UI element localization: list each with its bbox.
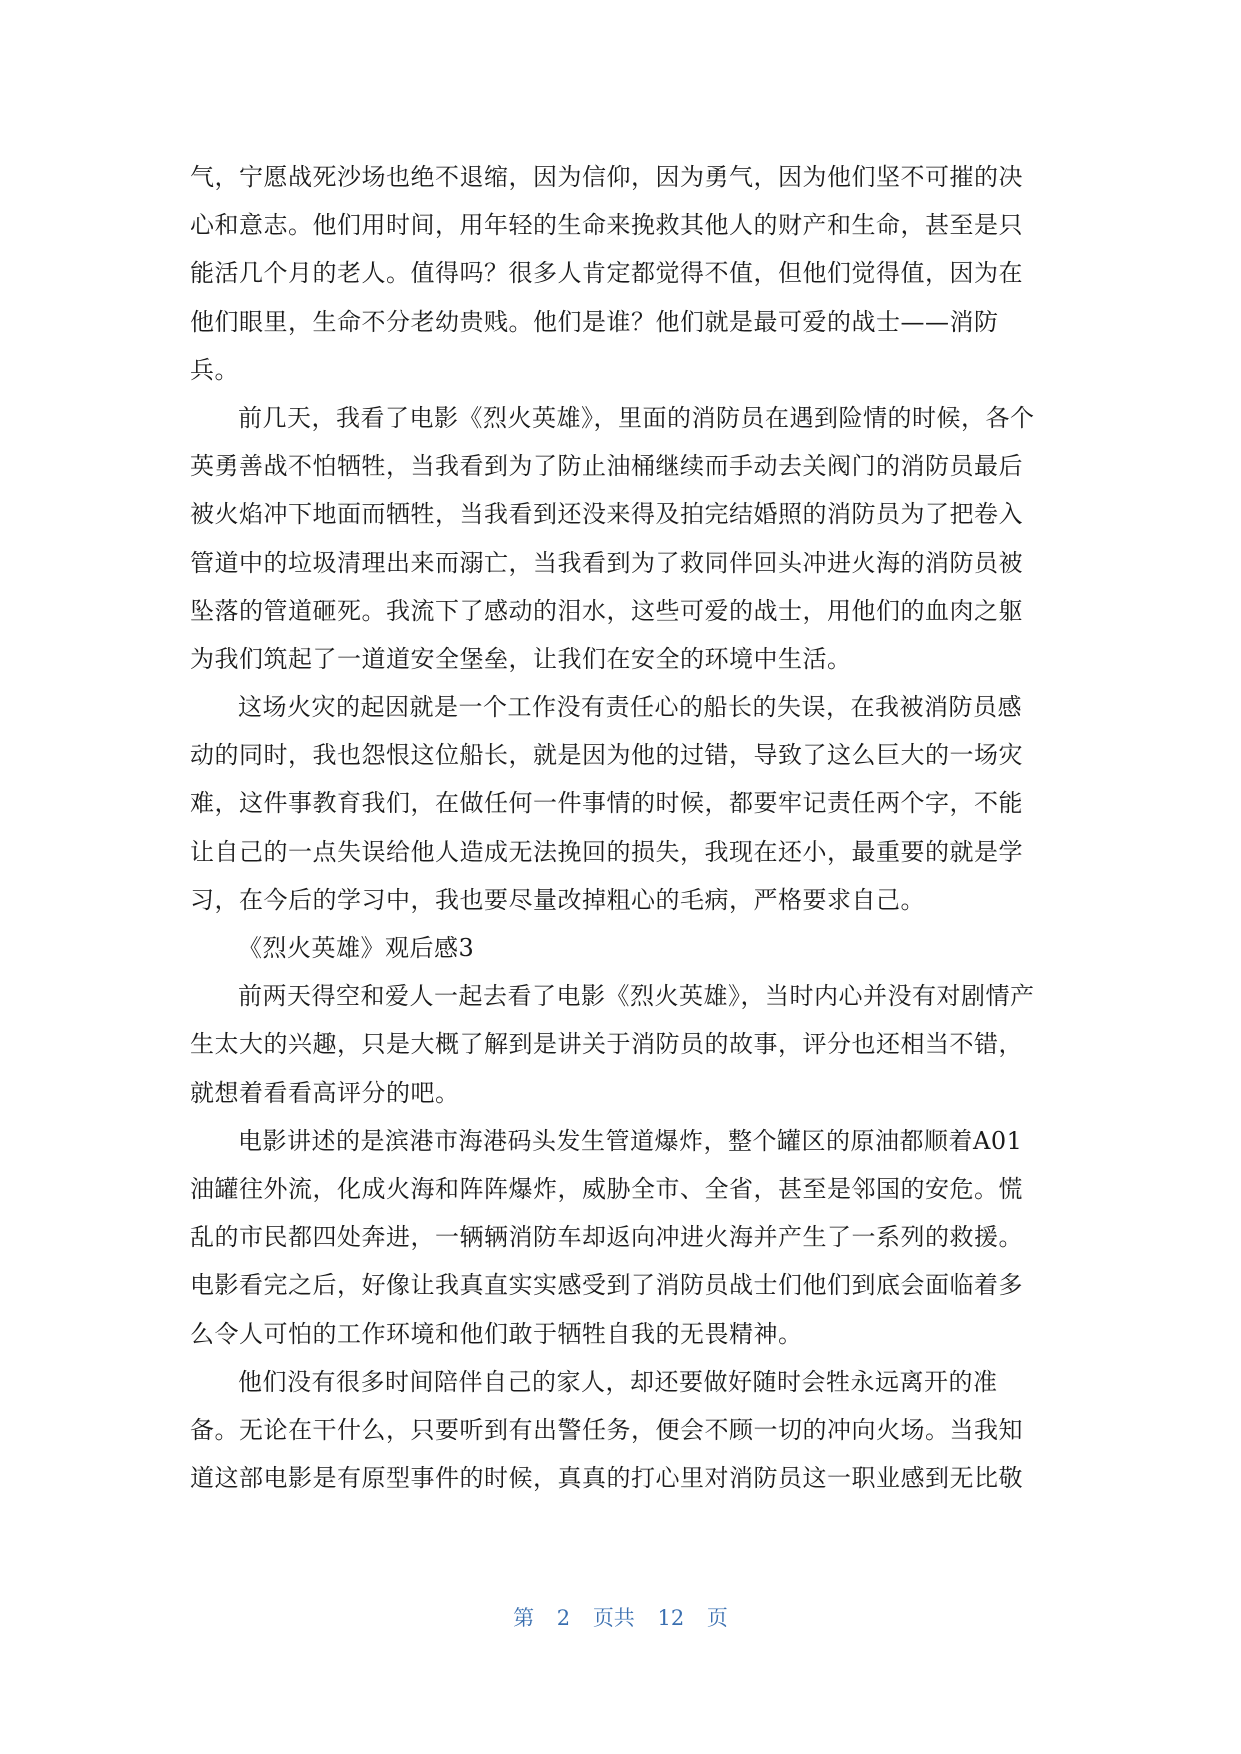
text-line: 油罐往外流，化成火海和阵阵爆炸，威胁全市、全省，甚至是邻国的安危。慌 — [190, 1174, 1023, 1203]
document-body — [190, 153, 1058, 1502]
text-line: 《烈火英雄》观后感3 — [238, 934, 475, 962]
footer-suffix: 页 — [706, 1606, 728, 1630]
footer-page-number: 2 — [556, 1606, 571, 1630]
text-line: 英勇善战不怕牺牲，当我看到为了防止油桶继续而手动去关阀门的消防员最后 — [190, 452, 1023, 481]
text-line: 道这部电影是有原型事件的时候，真真的打心里对消防员这一职业感到无比敬 — [190, 1464, 1023, 1493]
page-footer — [0, 1602, 1241, 1632]
text-line: 难，这件事教育我们，在做任何一件事情的时候，都要牢记责任两个字，不能 — [190, 789, 1023, 818]
text-line: 前几天，我看了电影《烈火英雄》，里面的消防员在遇到险情的时候，各个 — [238, 403, 1035, 432]
text-line: 被火焰冲下地面而牺牲，当我看到还没来得及拍完结婚照的消防员为了把卷入 — [190, 500, 1023, 529]
text-line: 生太大的兴趣，只是大概了解到是讲关于消防员的故事，评分也还相当不错， — [190, 1030, 1023, 1059]
footer-prefix: 第 — [513, 1606, 535, 1630]
text-line: 管道中的垃圾清理出来而溺亡，当我看到为了救同伴回头冲进火海的消防员被 — [190, 548, 1023, 577]
text-line: 习，在今后的学习中，我也要尽量改掉粗心的毛病，严格要求自己。 — [190, 885, 925, 914]
footer-total-pages: 12 — [657, 1606, 685, 1630]
text-line: 心和意志。他们用时间，用年轻的生命来挽救其他人的财产和生命，甚至是只 — [190, 211, 1023, 240]
text-line: 就想着看看高评分的吧。 — [190, 1078, 460, 1107]
text-line: 让自己的一点失误给他人造成无法挽回的损失，我现在还小，最重要的就是学 — [190, 837, 1023, 866]
text-line: 坠落的管道砸死。我流下了感动的泪水，这些可爱的战士，用他们的血肉之躯 — [190, 596, 1023, 625]
text-line: 前两天得空和爱人一起去看了电影《烈火英雄》，当时内心并没有对剧情产 — [238, 982, 1035, 1011]
text-line: 这场火灾的起因就是一个工作没有责任心的船长的失误，在我被消防员感 — [238, 693, 1022, 722]
text-line: 他们没有很多时间陪伴自己的家人，却还要做好随时会牲永远离开的准 — [238, 1367, 998, 1396]
text-line: 电影看完之后，好像让我真直实实感受到了消防员战士们他们到底会面临着多 — [190, 1271, 1023, 1300]
text-line: 他们眼里，生命不分老幼贵贱。他们是谁？他们就是最可爱的战士——消防 — [190, 307, 999, 336]
text-line: 么令人可怕的工作环境和他们敢于牺牲自我的无畏精神。 — [190, 1319, 803, 1348]
text-line: 能活几个月的老人。值得吗？很多人肯定都觉得不值，但他们觉得值，因为在 — [190, 259, 1023, 288]
footer-middle: 页共 — [592, 1606, 635, 1630]
text-line: 为我们筑起了一道道安全堡垒，让我们在安全的环境中生活。 — [190, 644, 852, 673]
text-line: 备。无论在干什么，只要听到有出警任务，便会不顾一切的冲向火场。当我知 — [190, 1415, 1023, 1444]
text-line: 乱的市民都四处奔进，一辆辆消防车却返向冲进火海并产生了一系列的救援。 — [190, 1223, 1023, 1252]
text-line: 兵。 — [190, 355, 239, 384]
text-line: 气，宁愿战死沙场也绝不退缩，因为信仰，因为勇气，因为他们坚不可摧的决 — [190, 163, 1023, 191]
text-line: 电影讲述的是滨港市海港码头发生管道爆炸，整个罐区的原油都顺着A01 — [238, 1126, 1023, 1155]
text-line: 动的同时，我也怨恨这位船长，就是因为他的过错，导致了这么巨大的一场灾 — [190, 741, 1023, 770]
